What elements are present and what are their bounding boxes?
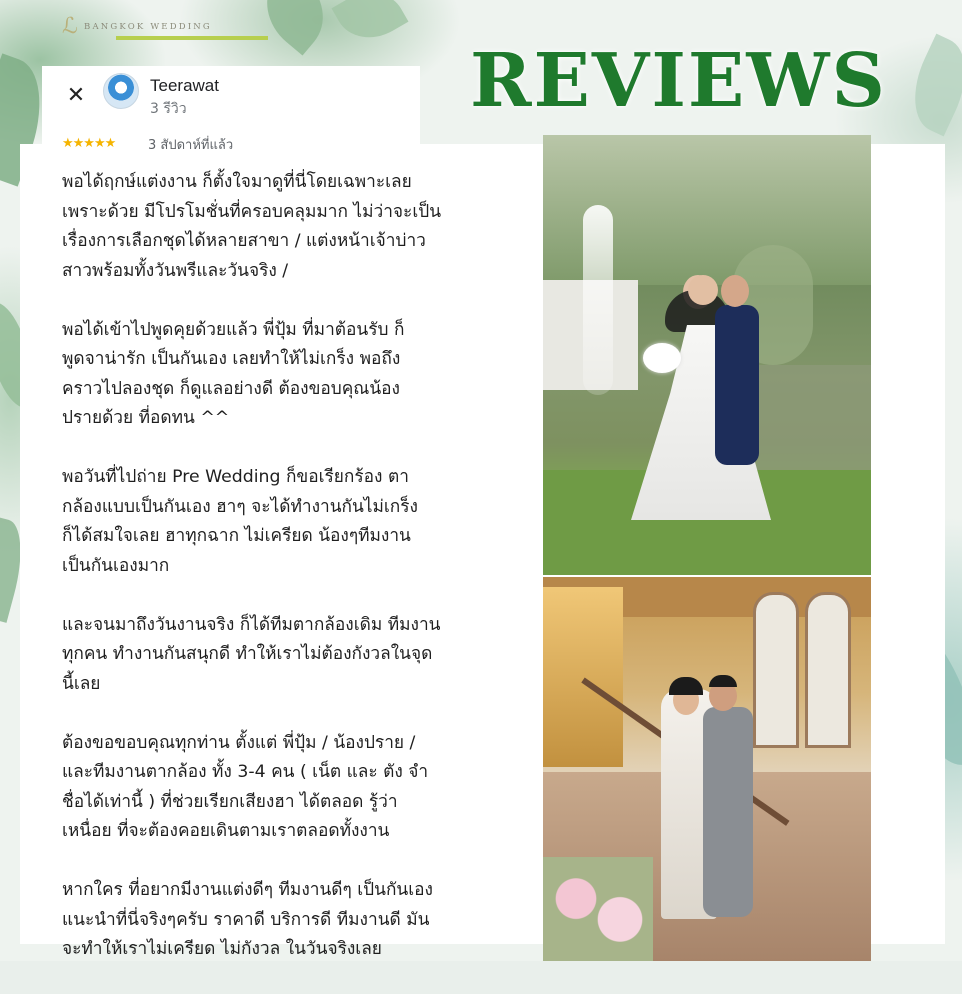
close-icon[interactable]: ✕ <box>66 83 86 108</box>
review-count: 3 รีวิว <box>150 101 187 117</box>
logo-underline <box>116 36 268 40</box>
reviewer-name[interactable]: Teerawat <box>150 76 219 95</box>
review-paragraph: หากใคร ที่อยากมีงานแต่งดีๆ ทีมงานดีๆ เป็นกันเอง แนะนำที่นี่จริงๆครับ ราคาดี บริการดี ทีมงานดี มัน จะทำให้เราไม่เครียด ไม่กังวล ในวันจริงเลย <box>62 880 433 959</box>
page-title: REVIEWS <box>470 38 887 124</box>
review-paragraph: ต้องขอขอบคุณทุกท่าน ตั้งแต่ พี่ปุ้ม / น้องปราย / และทีมงานตากล้อง ทั้ง 3-4 คน ( เน็ต และ ตัง จำ ชื่อได้เท่านี้ ) ที่ช่วยเรียกเสียงฮา ได้ตลอด รู้ว่า เหนื่อย ที่จะต้องคอยเดินตามเราตลอดทั้งงาน <box>62 732 429 841</box>
avatar-icon[interactable] <box>103 73 139 109</box>
prewedding-photo <box>543 135 871 575</box>
logo-mark-icon: ℒ <box>62 14 78 39</box>
wedding-day-photo <box>543 577 871 961</box>
review-paragraph: พอวันที่ไปถ่าย Pre Wedding ก็ขอเรียกร้อง ตา กล้องแบบเป็นกันเอง ฮาๆ จะได้ทำงานกันไม่เกร็ง ก็ได้สมใจเลย ฮาทุกฉาก ไม่เครียด น้องๆทีมงาน เป็นกันเองมาก <box>62 467 418 576</box>
review-paragraph: พอได้เข้าไปพูดคุยด้วยแล้ว พี่ปุ้ม ที่มาต้อนรับ ก็ พูดจาน่ารัก เป็นกันเอง เลยทำให้ไม่เกร็ง พอถึง คราวไปลองชุด ก็ดูแลอย่างดี ต้องขอบคุณน้อง ปรายด้วย ที่อดทน ^^ <box>62 319 405 428</box>
review-text <box>62 168 524 994</box>
review-paragraph: และจนมาถึงวันงานจริง ก็ได้ทีมตากล้องเดิม ทีมงาน ทุกคน ทำงานกันสนุกดี ทำให้เราไม่ต้องกังวลในจุด นี้เลย <box>62 614 441 694</box>
logo-text: BANGKOK WEDDING <box>84 22 212 32</box>
brand-logo <box>30 14 240 44</box>
review-time: 3 สัปดาห์ที่แล้ว <box>148 138 234 153</box>
review-paragraph: พอได้ฤกษ์แต่งงาน ก็ตั้งใจมาดูที่นี่โดยเฉพาะเลย เพราะด้วย มีโปรโมชั่นที่ครอบคลุมมาก ไม่ว่าจะเป็น เรื่องการเลือกชุดได้หลายสาขา / แต่งหน้าเจ้าบ่าว สาวพร้อมทั้งวันพรีและวันจริง / <box>62 172 442 281</box>
star-rating-icon: ★★★★★ <box>62 136 116 151</box>
